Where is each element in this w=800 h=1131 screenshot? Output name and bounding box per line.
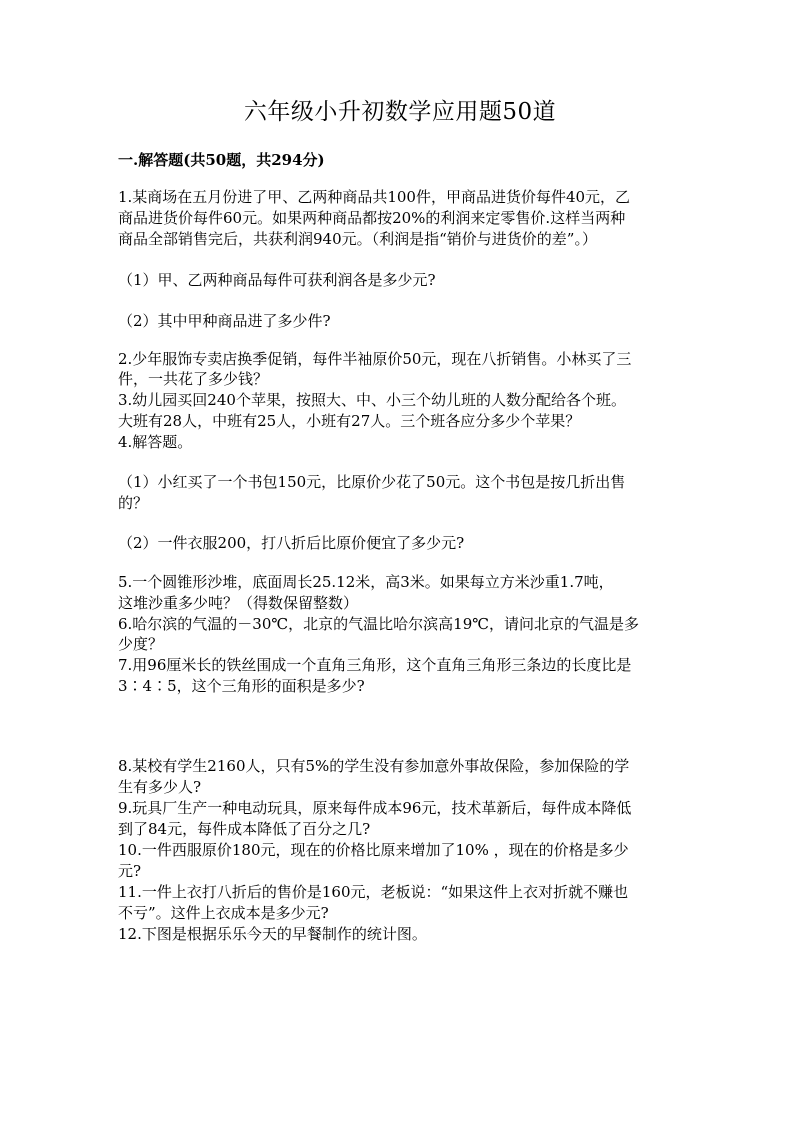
problem-11-line-1: 11.一件上衣打八折后的售价是160元，老板说：“如果这件上衣对折就不赚也 [118,883,629,901]
problem-3-line-1: 3.幼儿园买回240个苹果，按照大、中、小三个幼儿班的人数分配给各个班。 [118,391,626,409]
problem-9-line-2: 到了84元，每件成本降低了百分之几? [118,820,371,838]
problem-1-sub-2: （2）其中甲种商品进了多少件? [118,312,331,330]
problem-5-line-2: 这堆沙重多少吨？（得数保留整数） [118,594,359,612]
section-heading: 一.解答题(共50题，共294分) [118,151,325,169]
problem-9-line-1: 9.玩具厂生产一种电动玩具，原来每件成本96元，技术革新后，每件成本降低 [118,799,632,817]
problem-4-sub-2: （2）一件衣服200，打八折后比原价便宜了多少元? [118,534,465,552]
problem-7-line-2: 3∶4∶5，这个三角形的面积是多少? [118,677,365,695]
problem-1-line-3: 商品全部销售完后，共获利润940元。（利润是指“销价与进货价的差”。） [118,230,597,248]
problem-4-line-1: 4.解答题。 [118,433,193,451]
problem-8-line-1: 8.某校有学生2160人，只有5%的学生没有参加意外事故保险，参加保险的学 [118,757,630,775]
problem-2-line-2: 件，一共花了多少钱？ [118,370,269,388]
problem-11-line-2: 不亏”。这件上衣成本是多少元? [118,904,329,922]
problem-4-sub-1-line-1: （1）小红买了一个书包150元，比原价少花了50元。这个书包是按几折出售 [118,473,626,491]
problem-6-line-1: 6.哈尔滨的气温的－30℃，北京的气温比哈尔滨高19℃，请问北京的气温是多 [118,615,640,633]
problem-8-line-2: 生有多少人? [118,778,202,796]
problem-10-line-2: 元? [118,862,142,880]
problem-6-line-2: 少度？ [118,635,164,653]
problem-12-line-1: 12.下图是根据乐乐今天的早餐制作的统计图。 [118,925,427,943]
problem-5-line-1: 5.一个圆锥形沙堆，底面周长25.12米，高3米。如果每立方米沙重1.7吨， [118,573,614,591]
page-title: 六年级小升初数学应用题50道 [243,99,557,125]
problem-4-sub-1-line-2: 的？ [118,494,149,512]
problem-2-line-1: 2.少年服饰专卖店换季促销，每件半袖原价50元，现在八折销售。小林买了三 [118,350,632,368]
problem-1-line-2: 商品进货价每件60元。如果两种商品都按20%的利润来定零售价.这样当两种 [118,209,626,227]
problem-3-line-2: 大班有28人，中班有25人，小班有27人。三个班各应分多少个苹果？ [118,412,581,430]
problem-10-line-1: 10.一件西服原价180元，现在的价格比原来增加了10% ，现在的价格是多少 [118,841,629,859]
problem-1-line-1: 1.某商场在五月份进了甲、乙两种商品共100件，甲商品进货价每件40元，乙 [118,188,631,206]
problem-7-line-1: 7.用96厘米长的铁丝围成一个直角三角形，这个直角三角形三条边的长度比是 [118,656,632,674]
problem-1-sub-1: （1）甲、乙两种商品每件可获利润各是多少元? [118,271,436,289]
